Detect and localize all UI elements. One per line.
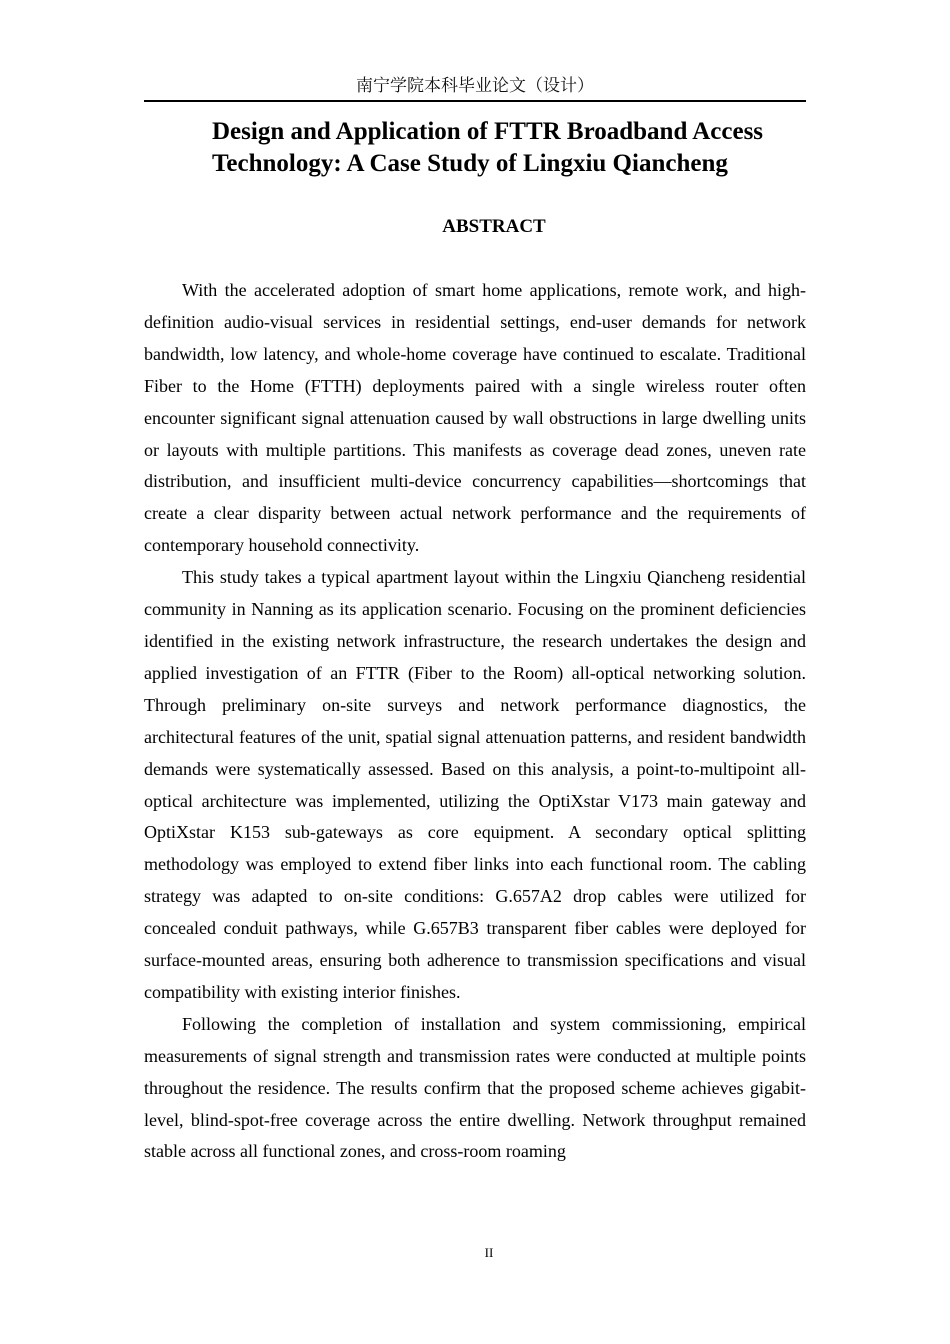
running-header: 南宁学院本科毕业论文（设计） bbox=[356, 76, 594, 96]
document-title bbox=[212, 116, 812, 180]
abstract-paragraph-1: With the accelerated adoption of smart home applications, remote work, and high-definition audio-visual services in residential settings, end-user demands for network bandwidth, low latency, and whole-home coverage have continued to escalate. Traditional Fiber to the Home (FTTH) deployments paired with a single wireless router often encounter significant signal attenuation caused by wall obstructions in large dwelling units or layouts with multiple partitions. This manifests as coverage dead zones, uneven rate distribution, and insufficient multi-device concurrency capabilities—shortcomings that create a clear disparity between actual network performance and the requirements of contemporary household connectivity. bbox=[144, 280, 806, 556]
header-rule bbox=[144, 100, 806, 102]
abstract-paragraph-3: Following the completion of installation and system commissioning, empirical measurements of signal strength and transmission rates were conducted at multiple points throughout the residence. The results confirm that the proposed scheme achieves gigabit-level, blind-spot-free coverage across the entire dwelling. Network throughput remained stable across all functional zones, and cross-room roaming bbox=[144, 1013, 806, 1162]
abstract-heading: ABSTRACT bbox=[442, 216, 546, 237]
document-title-line-1: Design and Application of FTTR Broadband Access bbox=[212, 118, 764, 145]
abstract-paragraph-2: This study takes a typical apartment layout within the Lingxiu Qiancheng residential community in Nanning as its application scenario. Focusing on the prominent deficiencies identified in the existing network infrastructure, the research undertakes the design and applied investigation of an FTTR (Fiber to the Room) all-optical networking solution. Through preliminary on-site surveys and network performance diagnostics, the architectural features of the unit, spatial signal attenuation patterns, and resident bandwidth demands were systematically assessed. Based on this analysis, a point-to-multipoint all-optical architecture was implemented, utilizing the OptiXstar V173 main gateway and OptiXstar K153 sub-gateways as core equipment. A secondary optical splitting methodology was employed to extend fiber links into each functional room. The cabling strategy was adapted to on-site conditions: G.657A2 drop cables were utilized for concealed conduit pathways, while G.657B3 transparent fiber cables were deployed for surface-mounted areas, ensuring both adherence to transmission specifications and visual compatibility with existing interior finishes. bbox=[144, 567, 806, 1002]
abstract-body bbox=[144, 275, 806, 1168]
page-number: II bbox=[484, 1245, 494, 1260]
document-title-line-2: Technology: A Case Study of Lingxiu Qiancheng bbox=[212, 150, 728, 177]
